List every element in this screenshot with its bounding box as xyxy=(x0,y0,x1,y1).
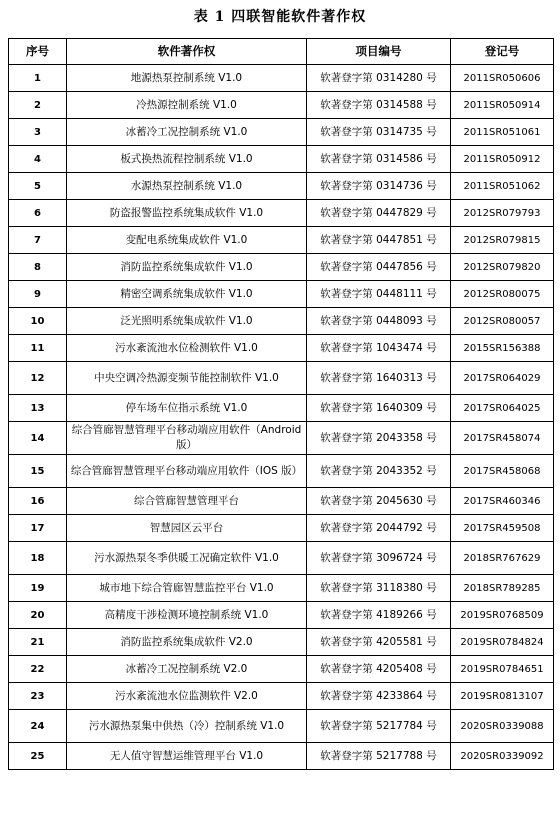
cell-project-number: 软著登字第 4205408 号 xyxy=(307,656,451,683)
cell-serial-number: 11 xyxy=(9,335,67,362)
cell-registration-number: 2011SR050606 xyxy=(451,65,554,92)
cell-serial-number: 25 xyxy=(9,743,67,770)
cell-software-name: 精密空调系统集成软件 V1.0 xyxy=(67,281,307,308)
cell-serial-number: 1 xyxy=(9,65,67,92)
cell-registration-number: 2017SR459508 xyxy=(451,515,554,542)
cell-software-name: 中央空调冷热源变频节能控制软件 V1.0 xyxy=(67,362,307,395)
cell-project-number: 软著登字第 3096724 号 xyxy=(307,542,451,575)
cell-software-name: 冰蓄冷工况控制系统 V1.0 xyxy=(67,119,307,146)
table-row xyxy=(9,602,554,629)
table-row xyxy=(9,488,554,515)
cell-registration-number: 2017SR458074 xyxy=(451,422,554,455)
cell-serial-number: 18 xyxy=(9,542,67,575)
cell-software-name: 综合管廊智慧管理平台 xyxy=(67,488,307,515)
cell-project-number: 软著登字第 2044792 号 xyxy=(307,515,451,542)
table-row xyxy=(9,308,554,335)
cell-software-name: 泛光照明系统集成软件 V1.0 xyxy=(67,308,307,335)
cell-registration-number: 2012SR079793 xyxy=(451,200,554,227)
cell-serial-number: 6 xyxy=(9,200,67,227)
cell-project-number: 软著登字第 0314586 号 xyxy=(307,146,451,173)
cell-serial-number: 13 xyxy=(9,395,67,422)
cell-project-number: 软著登字第 0314588 号 xyxy=(307,92,451,119)
cell-registration-number: 2011SR051062 xyxy=(451,173,554,200)
header-software-copyright: 软件著作权 xyxy=(67,39,307,65)
cell-registration-number: 2019SR0813107 xyxy=(451,683,554,710)
table-title: 表 1 四联智能软件著作权 xyxy=(193,9,367,25)
cell-serial-number: 10 xyxy=(9,308,67,335)
cell-serial-number: 19 xyxy=(9,575,67,602)
header-project-number: 项目编号 xyxy=(307,39,451,65)
table-row xyxy=(9,710,554,743)
cell-software-name: 冷热源控制系统 V1.0 xyxy=(67,92,307,119)
table-row xyxy=(9,281,554,308)
header-registration-number: 登记号 xyxy=(451,39,554,65)
cell-project-number: 软著登字第 1640309 号 xyxy=(307,395,451,422)
cell-project-number: 软著登字第 2043358 号 xyxy=(307,422,451,455)
cell-serial-number: 14 xyxy=(9,422,67,455)
cell-software-name: 板式换热流程控制系统 V1.0 xyxy=(67,146,307,173)
cell-registration-number: 2012SR080057 xyxy=(451,308,554,335)
cell-project-number: 软著登字第 4189266 号 xyxy=(307,602,451,629)
table-row xyxy=(9,119,554,146)
cell-project-number: 软著登字第 5217788 号 xyxy=(307,743,451,770)
cell-serial-number: 24 xyxy=(9,710,67,743)
table-row xyxy=(9,362,554,395)
cell-software-name: 城市地下综合管廊智慧监控平台 V1.0 xyxy=(67,575,307,602)
cell-project-number: 软著登字第 1043474 号 xyxy=(307,335,451,362)
cell-serial-number: 2 xyxy=(9,92,67,119)
cell-project-number: 软著登字第 0447829 号 xyxy=(307,200,451,227)
cell-software-name: 消防监控系统集成软件 V2.0 xyxy=(67,629,307,656)
cell-registration-number: 2012SR080075 xyxy=(451,281,554,308)
table-row xyxy=(9,92,554,119)
cell-registration-number: 2018SR767629 xyxy=(451,542,554,575)
table-body xyxy=(9,65,554,770)
cell-serial-number: 12 xyxy=(9,362,67,395)
table-row xyxy=(9,629,554,656)
cell-project-number: 软著登字第 3118380 号 xyxy=(307,575,451,602)
cell-software-name: 水源热泵控制系统 V1.0 xyxy=(67,173,307,200)
cell-serial-number: 9 xyxy=(9,281,67,308)
cell-registration-number: 2019SR0784824 xyxy=(451,629,554,656)
cell-software-name: 无人值守智慧运维管理平台 V1.0 xyxy=(67,743,307,770)
cell-registration-number: 2015SR156388 xyxy=(451,335,554,362)
table-row xyxy=(9,542,554,575)
cell-serial-number: 4 xyxy=(9,146,67,173)
table-row xyxy=(9,422,554,455)
cell-software-name: 污水源热泵集中供热（冷）控制系统 V1.0 xyxy=(67,710,307,743)
cell-software-name: 智慧园区云平台 xyxy=(67,515,307,542)
table-row xyxy=(9,335,554,362)
cell-project-number: 软著登字第 0448093 号 xyxy=(307,308,451,335)
cell-project-number: 软著登字第 2043352 号 xyxy=(307,455,451,488)
cell-project-number: 软著登字第 0314735 号 xyxy=(307,119,451,146)
cell-software-name: 变配电系统集成软件 V1.0 xyxy=(67,227,307,254)
cell-serial-number: 20 xyxy=(9,602,67,629)
cell-software-name: 污水紊流池水位检测软件 V1.0 xyxy=(67,335,307,362)
table-row xyxy=(9,395,554,422)
cell-registration-number: 2020SR0339088 xyxy=(451,710,554,743)
cell-registration-number: 2018SR789285 xyxy=(451,575,554,602)
cell-project-number: 软著登字第 2045630 号 xyxy=(307,488,451,515)
cell-registration-number: 2017SR064029 xyxy=(451,362,554,395)
header-serial-number: 序号 xyxy=(9,39,67,65)
cell-software-name: 冰蓄冷工况控制系统 V2.0 xyxy=(67,656,307,683)
cell-software-name: 地源热泵控制系统 V1.0 xyxy=(67,65,307,92)
table-row xyxy=(9,656,554,683)
cell-registration-number: 2011SR050912 xyxy=(451,146,554,173)
cell-serial-number: 7 xyxy=(9,227,67,254)
table-row xyxy=(9,683,554,710)
table-row xyxy=(9,515,554,542)
cell-serial-number: 21 xyxy=(9,629,67,656)
cell-project-number: 软著登字第 0314280 号 xyxy=(307,65,451,92)
cell-software-name: 消防监控系统集成软件 V1.0 xyxy=(67,254,307,281)
cell-project-number: 软著登字第 4233864 号 xyxy=(307,683,451,710)
cell-registration-number: 2019SR0768509 xyxy=(451,602,554,629)
cell-registration-number: 2020SR0339092 xyxy=(451,743,554,770)
cell-project-number: 软著登字第 0447851 号 xyxy=(307,227,451,254)
cell-registration-number: 2011SR051061 xyxy=(451,119,554,146)
cell-registration-number: 2011SR050914 xyxy=(451,92,554,119)
cell-software-name: 综合管廊智慧管理平台移动端应用软件（Android 版） xyxy=(67,422,307,455)
table-row xyxy=(9,146,554,173)
table-row xyxy=(9,575,554,602)
cell-software-name: 防盗报警监控系统集成软件 V1.0 xyxy=(67,200,307,227)
table-row xyxy=(9,227,554,254)
cell-serial-number: 15 xyxy=(9,455,67,488)
cell-software-name: 高精度干涉检测环境控制系统 V1.0 xyxy=(67,602,307,629)
table-row xyxy=(9,65,554,92)
cell-serial-number: 23 xyxy=(9,683,67,710)
cell-project-number: 软著登字第 5217784 号 xyxy=(307,710,451,743)
table-row xyxy=(9,200,554,227)
cell-serial-number: 8 xyxy=(9,254,67,281)
cell-project-number: 软著登字第 0448111 号 xyxy=(307,281,451,308)
cell-project-number: 软著登字第 4205581 号 xyxy=(307,629,451,656)
cell-software-name: 污水紊流池水位监测软件 V2.0 xyxy=(67,683,307,710)
cell-project-number: 软著登字第 0314736 号 xyxy=(307,173,451,200)
cell-serial-number: 5 xyxy=(9,173,67,200)
cell-project-number: 软著登字第 0447856 号 xyxy=(307,254,451,281)
table-row xyxy=(9,743,554,770)
cell-software-name: 停车场车位指示系统 V1.0 xyxy=(67,395,307,422)
cell-registration-number: 2017SR064025 xyxy=(451,395,554,422)
cell-registration-number: 2017SR460346 xyxy=(451,488,554,515)
table-row xyxy=(9,254,554,281)
cell-serial-number: 16 xyxy=(9,488,67,515)
cell-software-name: 综合管廊智慧管理平台移动端应用软件（IOS 版） xyxy=(67,455,307,488)
cell-serial-number: 3 xyxy=(9,119,67,146)
cell-project-number: 软著登字第 1640313 号 xyxy=(307,362,451,395)
table-header-row xyxy=(9,39,554,65)
software-copyright-table xyxy=(8,38,554,770)
cell-registration-number: 2012SR079815 xyxy=(451,227,554,254)
cell-software-name: 污水源热泵冬季供暖工况确定软件 V1.0 xyxy=(67,542,307,575)
cell-registration-number: 2019SR0784651 xyxy=(451,656,554,683)
cell-serial-number: 22 xyxy=(9,656,67,683)
cell-registration-number: 2012SR079820 xyxy=(451,254,554,281)
table-row xyxy=(9,455,554,488)
cell-serial-number: 17 xyxy=(9,515,67,542)
table-row xyxy=(9,173,554,200)
cell-registration-number: 2017SR458068 xyxy=(451,455,554,488)
